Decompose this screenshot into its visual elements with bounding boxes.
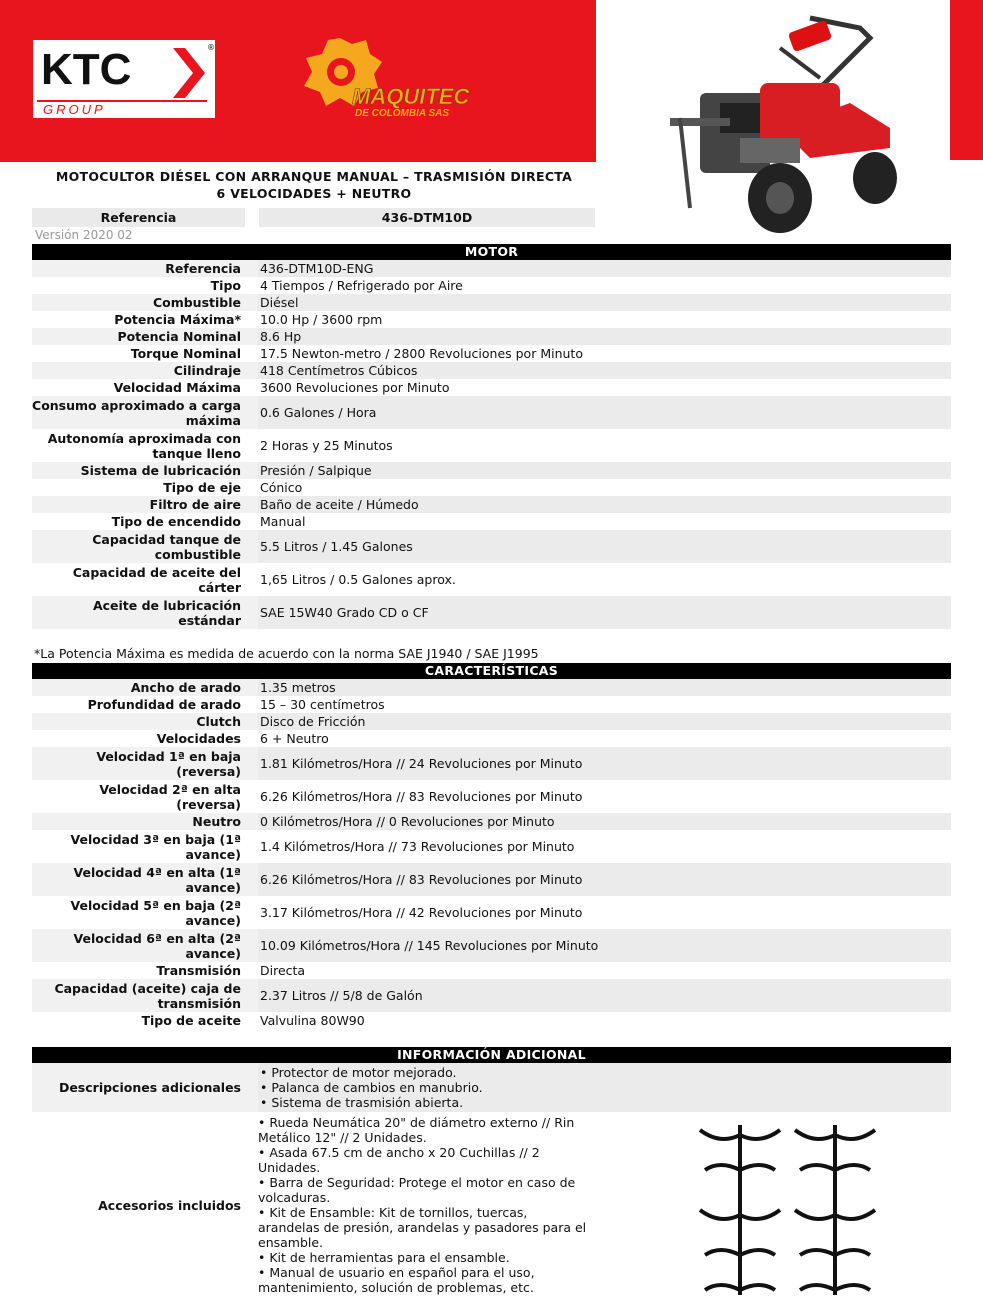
row-label: Velocidad 3ª en baja (1ª avance) xyxy=(70,831,241,862)
row-value: 5.5 Litros / 1.45 Galones xyxy=(258,530,951,563)
row-value: 2.37 Litros // 5/8 de Galón xyxy=(258,979,951,1012)
row-value: Diésel xyxy=(258,294,951,311)
table-row xyxy=(32,345,951,362)
row-label: Velocidad Máxima xyxy=(113,380,241,395)
page-title xyxy=(33,168,595,202)
ktc-logo-mark: ® xyxy=(207,43,215,52)
ktc-logo-subtitle: GROUP xyxy=(43,102,106,117)
table-row xyxy=(32,429,951,462)
table-row xyxy=(32,780,951,813)
table-row xyxy=(32,328,951,345)
tiller-blades-image xyxy=(690,1115,890,1300)
row-value: 10.09 Kilómetros/Hora // 145 Revoluciones por Minuto xyxy=(258,929,951,962)
maquitec-logo-subtitle: DE COLOMBIA SAS xyxy=(355,108,450,119)
table-row xyxy=(32,294,951,311)
row-label: Descripciones adicionales xyxy=(58,1080,241,1095)
row-value xyxy=(258,1063,951,1112)
row-value: 0 Kilómetros/Hora // 0 Revoluciones por Minuto xyxy=(258,813,951,830)
row-label: Autonomía aproximada con tanque lleno xyxy=(47,430,241,461)
row-label: Tipo xyxy=(210,278,241,293)
ktc-logo xyxy=(33,40,215,118)
power-footnote: *La Potencia Máxima es medida de acuerdo con la norma SAE J1940 / SAE J1995 xyxy=(34,646,539,661)
motor-section-title: MOTOR xyxy=(32,244,951,260)
row-label: Accesorios incluidos xyxy=(98,1197,241,1213)
row-value: 1,65 Litros / 0.5 Galones aprox. xyxy=(260,572,456,587)
row-value: Manual xyxy=(260,514,306,529)
table-row xyxy=(32,863,951,896)
row-value: 1.35 metros xyxy=(258,679,951,696)
list-item: • Asada 67.5 cm de ancho x 20 Cuchillas // 2 Unidades. xyxy=(258,1145,540,1175)
row-label: Capacidad (aceite) caja de transmisión xyxy=(54,980,241,1011)
motor-section xyxy=(32,244,951,629)
row-value: 436-DTM10D-ENG xyxy=(258,260,951,277)
header-red-accent xyxy=(950,0,983,160)
row-value: Baño de aceite / Húmedo xyxy=(258,496,951,513)
maquitec-logo xyxy=(300,34,515,124)
list-item: • Palanca de cambios en manubrio. xyxy=(260,1080,483,1095)
reference-value: 436-DTM10D xyxy=(259,208,595,227)
row-value: 17.5 Newton-metro / 2800 Revoluciones por Minuto xyxy=(260,346,583,361)
row-value: 8.6 Hp xyxy=(258,328,951,345)
row-value: 3600 Revoluciones por Minuto xyxy=(260,380,450,395)
row-label: Neutro xyxy=(192,814,241,829)
table-row xyxy=(32,896,951,929)
table-row xyxy=(32,496,951,513)
row-label: Sistema de lubricación xyxy=(80,463,241,478)
table-row xyxy=(32,730,951,747)
row-value: 6 + Neutro xyxy=(260,731,329,746)
row-value: 6.26 Kilómetros/Hora // 83 Revoluciones por Minuto xyxy=(258,863,951,896)
table-row xyxy=(32,713,951,730)
row-label: Profundidad de arado xyxy=(87,697,241,712)
table-row xyxy=(32,462,951,479)
list-item: • Barra de Seguridad: Protege el motor en caso de volcaduras. xyxy=(258,1175,576,1205)
row-label: Filtro de aire xyxy=(149,497,241,512)
row-label: Aceite de lubricación estándar xyxy=(92,597,241,628)
maquitec-logo-text: MAQUITEC xyxy=(352,84,470,109)
row-label: Combustible xyxy=(152,295,241,310)
descriptions-list xyxy=(260,1065,483,1110)
list-item: • Kit de herramientas para el ensamble. xyxy=(258,1250,510,1265)
row-value: 10.0 Hp / 3600 rpm xyxy=(260,312,383,327)
row-value: 0.6 Galones / Hora xyxy=(258,396,951,429)
row-label: Velocidad 5ª en baja (2ª avance) xyxy=(70,897,241,928)
row-value: Presión / Salpique xyxy=(258,462,951,479)
table-row xyxy=(32,1063,951,1112)
row-label: Velocidad 1ª en baja (reversa) xyxy=(96,748,241,779)
table-row xyxy=(32,277,951,294)
ktc-logo-text: KTC xyxy=(41,45,132,94)
accessories-list xyxy=(258,1115,588,1295)
row-value: Disco de Fricción xyxy=(258,713,951,730)
row-value: 3.17 Kilómetros/Hora // 42 Revoluciones por Minuto xyxy=(260,905,583,920)
row-value: 4 Tiempos / Refrigerado por Aire xyxy=(260,278,463,293)
row-label: Cilindraje xyxy=(173,363,241,378)
table-row xyxy=(32,396,951,429)
row-value: 15 – 30 centímetros xyxy=(260,697,385,712)
table-row xyxy=(32,1012,951,1029)
row-label: Capacidad de aceite del cárter xyxy=(72,564,241,595)
table-row xyxy=(32,530,951,563)
page-title-line1: MOTOCULTOR DIÉSEL CON ARRANQUE MANUAL – TRASMISIÓN DIRECTA xyxy=(55,169,573,184)
table-row xyxy=(32,813,951,830)
table-row xyxy=(32,696,951,713)
row-label: Velocidad 6ª en alta (2ª avance) xyxy=(73,930,241,961)
table-row xyxy=(32,362,951,379)
row-value: SAE 15W40 Grado CD o CF xyxy=(258,596,951,629)
table-row xyxy=(32,596,951,629)
row-label: Tipo de encendido xyxy=(111,514,241,529)
row-value: 418 Centímetros Cúbicos xyxy=(258,362,951,379)
reference-label: Referencia xyxy=(32,208,245,227)
characteristics-section-title: CARACTERÍSTICAS xyxy=(32,663,951,679)
table-row xyxy=(32,830,951,863)
row-value: 1.4 Kilómetros/Hora // 73 Revoluciones por Minuto xyxy=(260,839,575,854)
tiller-product-image xyxy=(660,8,910,238)
row-label: Tipo de aceite xyxy=(141,1013,241,1028)
list-item: • Rueda Neumática 20" de diámetro externo // Rin Metálico 12" // 2 Unidades. xyxy=(258,1115,575,1145)
table-row xyxy=(32,679,951,696)
list-item: • Manual de usuario en español para el uso, mantenimiento, solución de problemas, etc. xyxy=(258,1265,535,1295)
row-label: Torque Nominal xyxy=(130,346,241,361)
list-item: • Protector de motor mejorado. xyxy=(260,1065,457,1080)
row-label: Ancho de arado xyxy=(130,680,241,695)
row-label: Referencia xyxy=(165,261,241,276)
table-row xyxy=(32,379,951,396)
characteristics-section xyxy=(32,663,951,1029)
row-value: 1.81 Kilómetros/Hora // 24 Revoluciones por Minuto xyxy=(258,747,951,780)
row-value: Directa xyxy=(260,963,306,978)
row-label: Velocidad 4ª en alta (1ª avance) xyxy=(73,864,241,895)
row-label: Consumo aproximado a carga máxima xyxy=(32,397,241,428)
list-item: • Sistema de trasmisión abierta. xyxy=(260,1095,464,1110)
table-row xyxy=(32,260,951,277)
table-row xyxy=(32,747,951,780)
row-value: 6.26 Kilómetros/Hora // 83 Revoluciones por Minuto xyxy=(260,789,583,804)
row-label: Potencia Máxima* xyxy=(114,312,241,327)
row-value: Valvulina 80W90 xyxy=(260,1013,365,1028)
row-label: Velocidades xyxy=(156,731,241,746)
row-label: Transmisión xyxy=(156,963,241,978)
version-label: Versión 2020 02 xyxy=(35,228,133,242)
list-item: • Kit de Ensamble: Kit de tornillos, tuercas, arandelas de presión, arandelas y pasadores para el ensamble. xyxy=(258,1205,587,1250)
table-row xyxy=(32,929,951,962)
page-title-line2: 6 VELOCIDADES + NEUTRO xyxy=(216,186,412,201)
table-row xyxy=(32,513,951,530)
table-row xyxy=(32,979,951,1012)
row-label: Clutch xyxy=(196,714,241,729)
row-label: Potencia Nominal xyxy=(117,329,241,344)
row-value: Cónico xyxy=(260,480,303,495)
table-row xyxy=(32,563,951,596)
row-value: 2 Horas y 25 Minutos xyxy=(260,438,393,453)
table-row xyxy=(32,311,951,328)
table-row xyxy=(32,962,951,979)
row-label: Velocidad 2ª en alta (reversa) xyxy=(99,781,241,812)
row-label: Capacidad tanque de combustible xyxy=(92,531,241,562)
row-label: Tipo de eje xyxy=(163,480,241,495)
additional-info-title: INFORMACIÓN ADICIONAL xyxy=(32,1047,951,1063)
table-row xyxy=(32,479,951,496)
